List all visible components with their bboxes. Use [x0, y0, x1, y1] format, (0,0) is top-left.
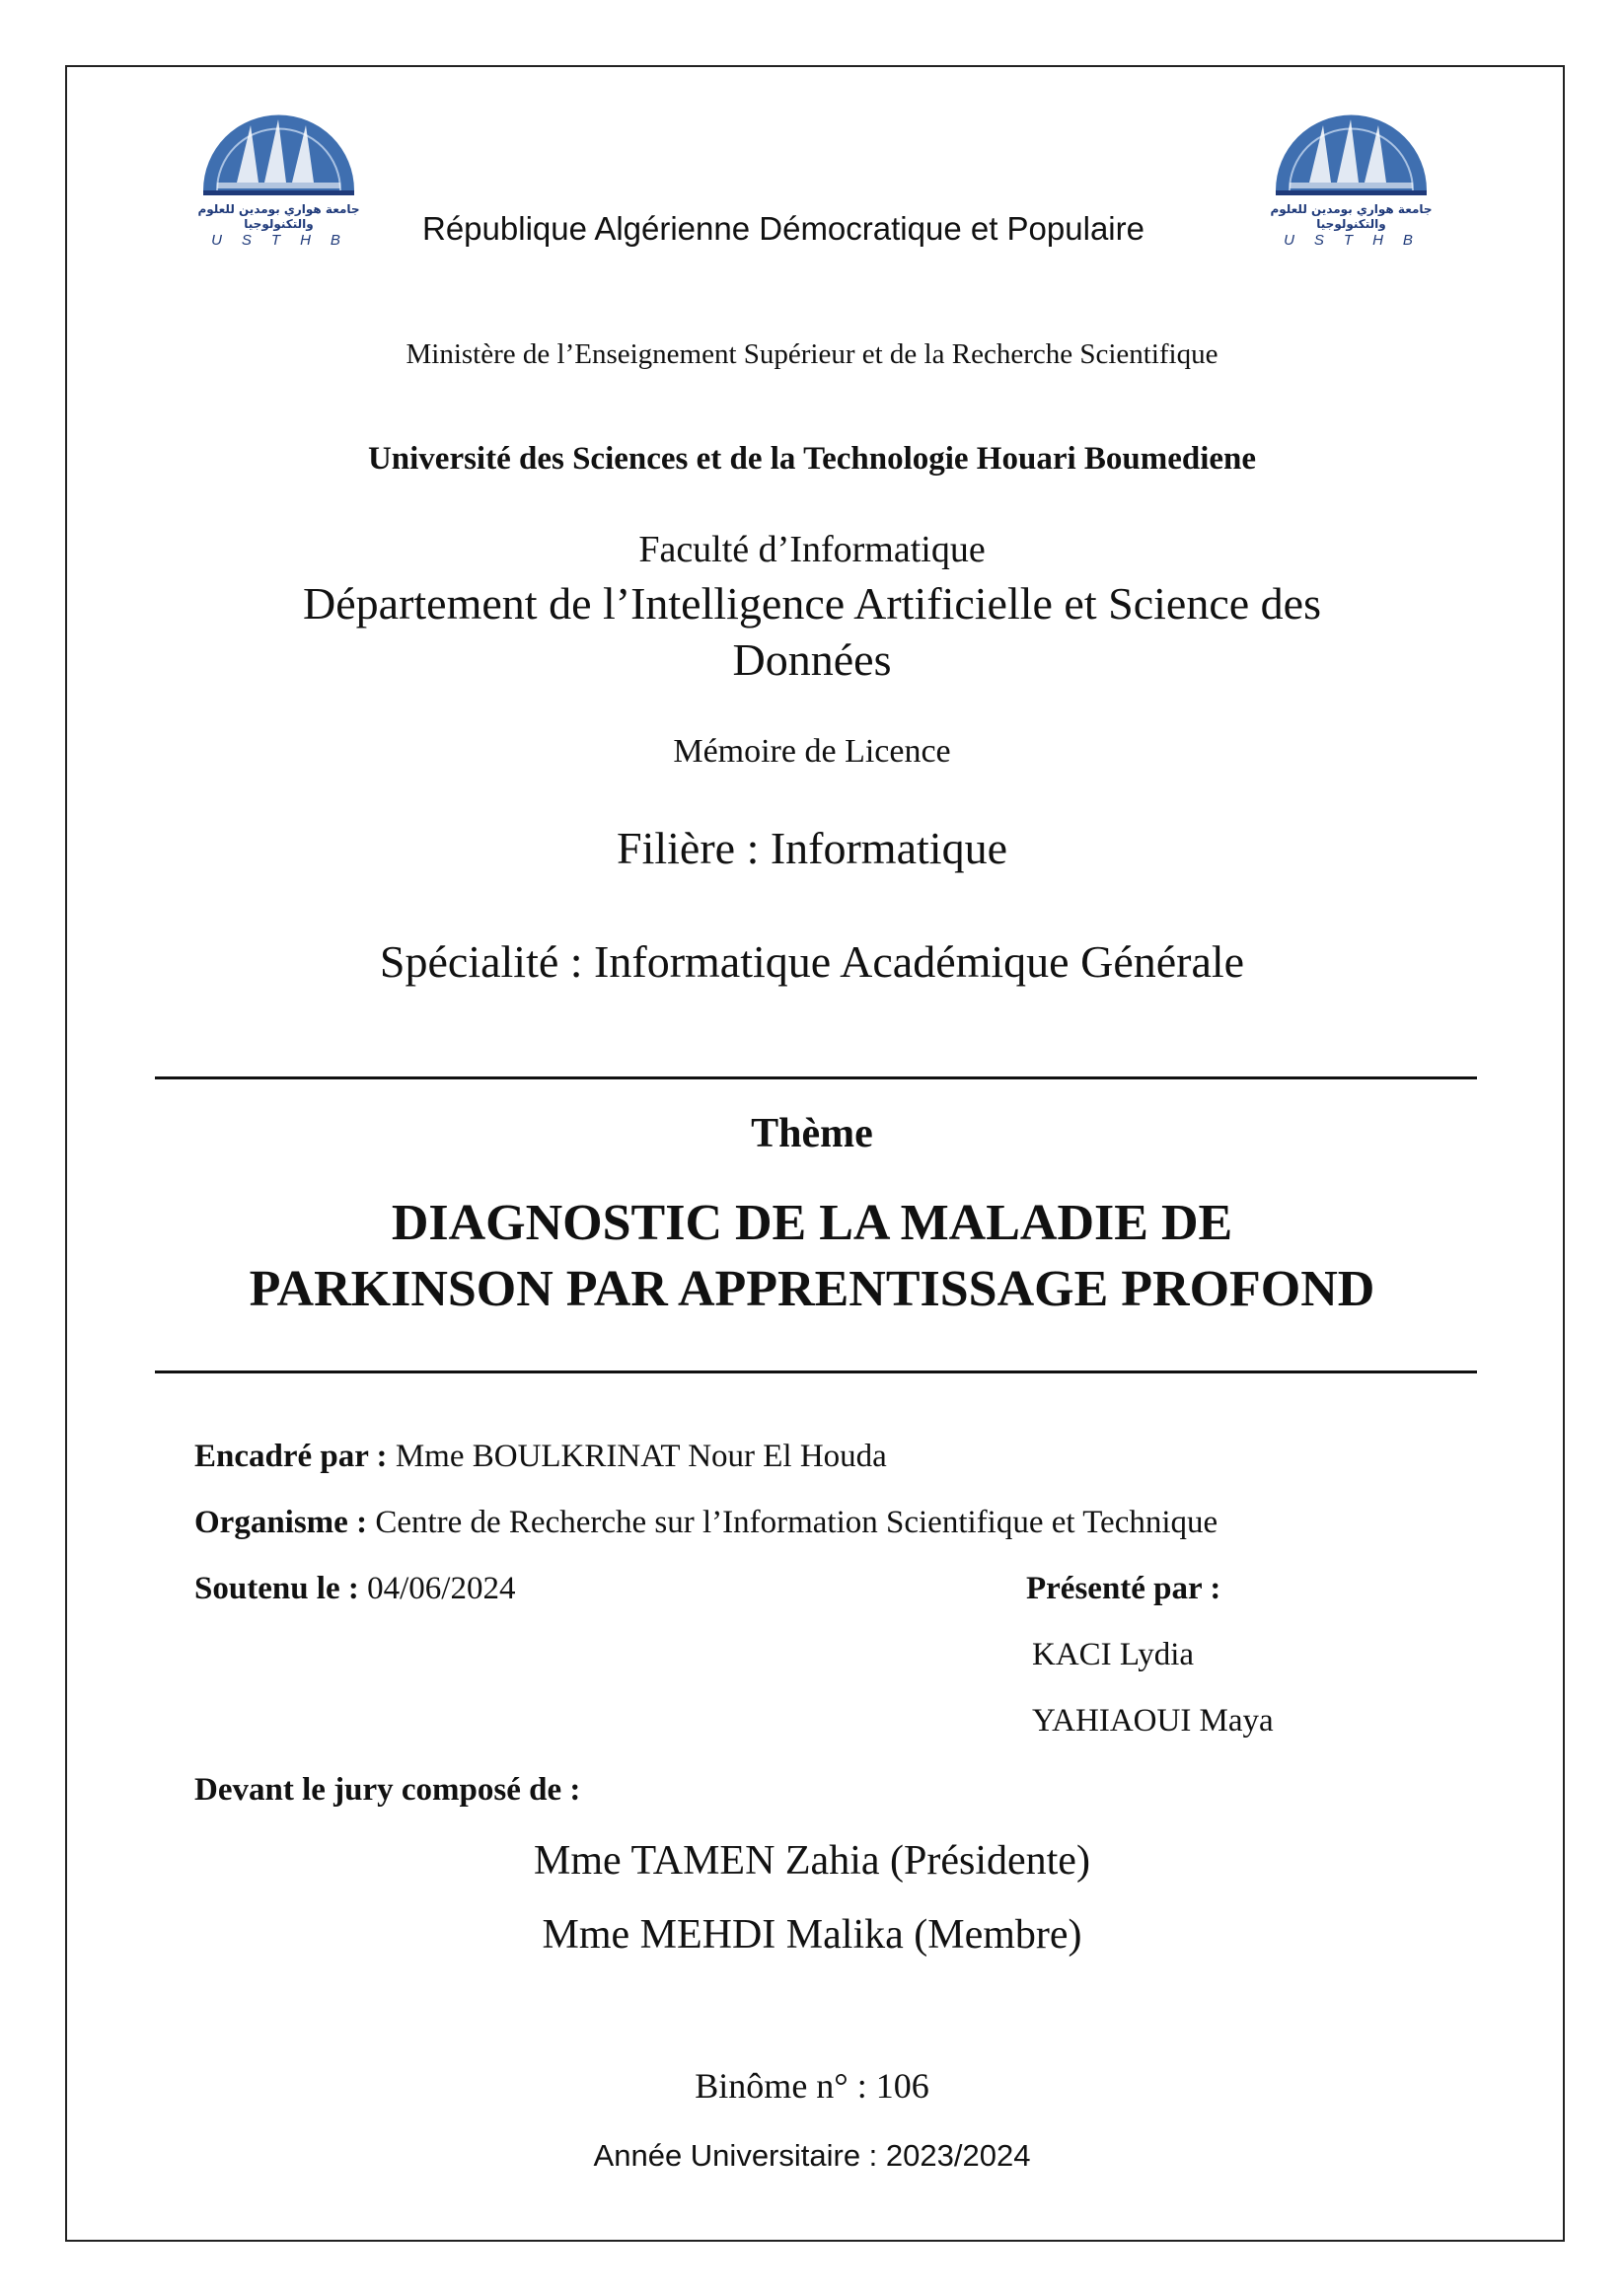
organisme-label: Organisme : — [194, 1505, 368, 1540]
logo-letters: USTHB — [1284, 232, 1433, 249]
logo-arabic-text: جامعة هواري بومدين للعلوم والتكنولوجيا — [197, 202, 360, 231]
department-line-1: Département de l’Intelligence Artificielle et Science des — [303, 578, 1321, 629]
usthb-emblem-icon — [1270, 104, 1433, 197]
republic-line: République Algérienne Démocratique et Populaire — [422, 210, 1144, 247]
ministry-line: Ministère de l’Enseignement Supérieur et de la Recherche Scientifique — [406, 338, 1218, 370]
encadre-label: Encadré par : — [194, 1439, 388, 1474]
filiere-line: Filière : Informatique — [617, 823, 1007, 873]
department-line-2: Données — [732, 634, 892, 685]
usthb-logo-right — [1270, 104, 1433, 249]
student-name: YAHIAOUI Maya — [1032, 1703, 1274, 1739]
theme-label: Thème — [751, 1111, 873, 1156]
soutenu-label: Soutenu le : — [194, 1571, 359, 1606]
organisme-value: Centre de Recherche sur l’Information Scientifique et Technique — [367, 1505, 1218, 1540]
specialite-line: Spécialité : Informatique Académique Générale — [379, 936, 1245, 987]
theme-bottom-rule — [155, 1370, 1477, 1373]
binome-line: Binôme n° : 106 — [695, 2066, 929, 2106]
theme-top-rule — [155, 1076, 1477, 1079]
jury-member: Mme TAMEN Zahia (Présidente) — [534, 1838, 1090, 1884]
faculty-line: Faculté d’Informatique — [638, 529, 986, 570]
soutenu-value: 04/06/2024 — [358, 1571, 516, 1606]
jury-member: Mme MEHDI Malika (Membre) — [542, 1912, 1082, 1958]
presente-label: Présenté par : — [1026, 1571, 1221, 1606]
logo-arabic-text: جامعة هواري بومدين للعلوم والتكنولوجيا — [1270, 202, 1433, 231]
annee-line: Année Universitaire : 2023/2024 — [593, 2138, 1031, 2173]
logo-letters: USTHB — [211, 232, 360, 249]
theme-title-line-2: PARKINSON PAR APPRENTISSAGE PROFOND — [249, 1261, 1375, 1317]
organisme-row — [194, 1505, 1218, 1541]
theme-title-line-1: DIAGNOSTIC DE LA MALADIE DE — [391, 1195, 1233, 1251]
usthb-logo-left — [197, 104, 360, 249]
student-name: KACI Lydia — [1032, 1637, 1195, 1672]
memoire-line: Mémoire de Licence — [673, 733, 951, 770]
encadre-value: Mme BOULKRINAT Nour El Houda — [387, 1439, 887, 1474]
jury-label: Devant le jury composé de : — [194, 1772, 581, 1808]
soutenu-row — [194, 1571, 515, 1607]
usthb-emblem-icon — [197, 104, 360, 197]
university-line: Université des Sciences et de la Technologie Houari Boumediene — [367, 441, 1257, 477]
encadre-row — [194, 1439, 887, 1475]
